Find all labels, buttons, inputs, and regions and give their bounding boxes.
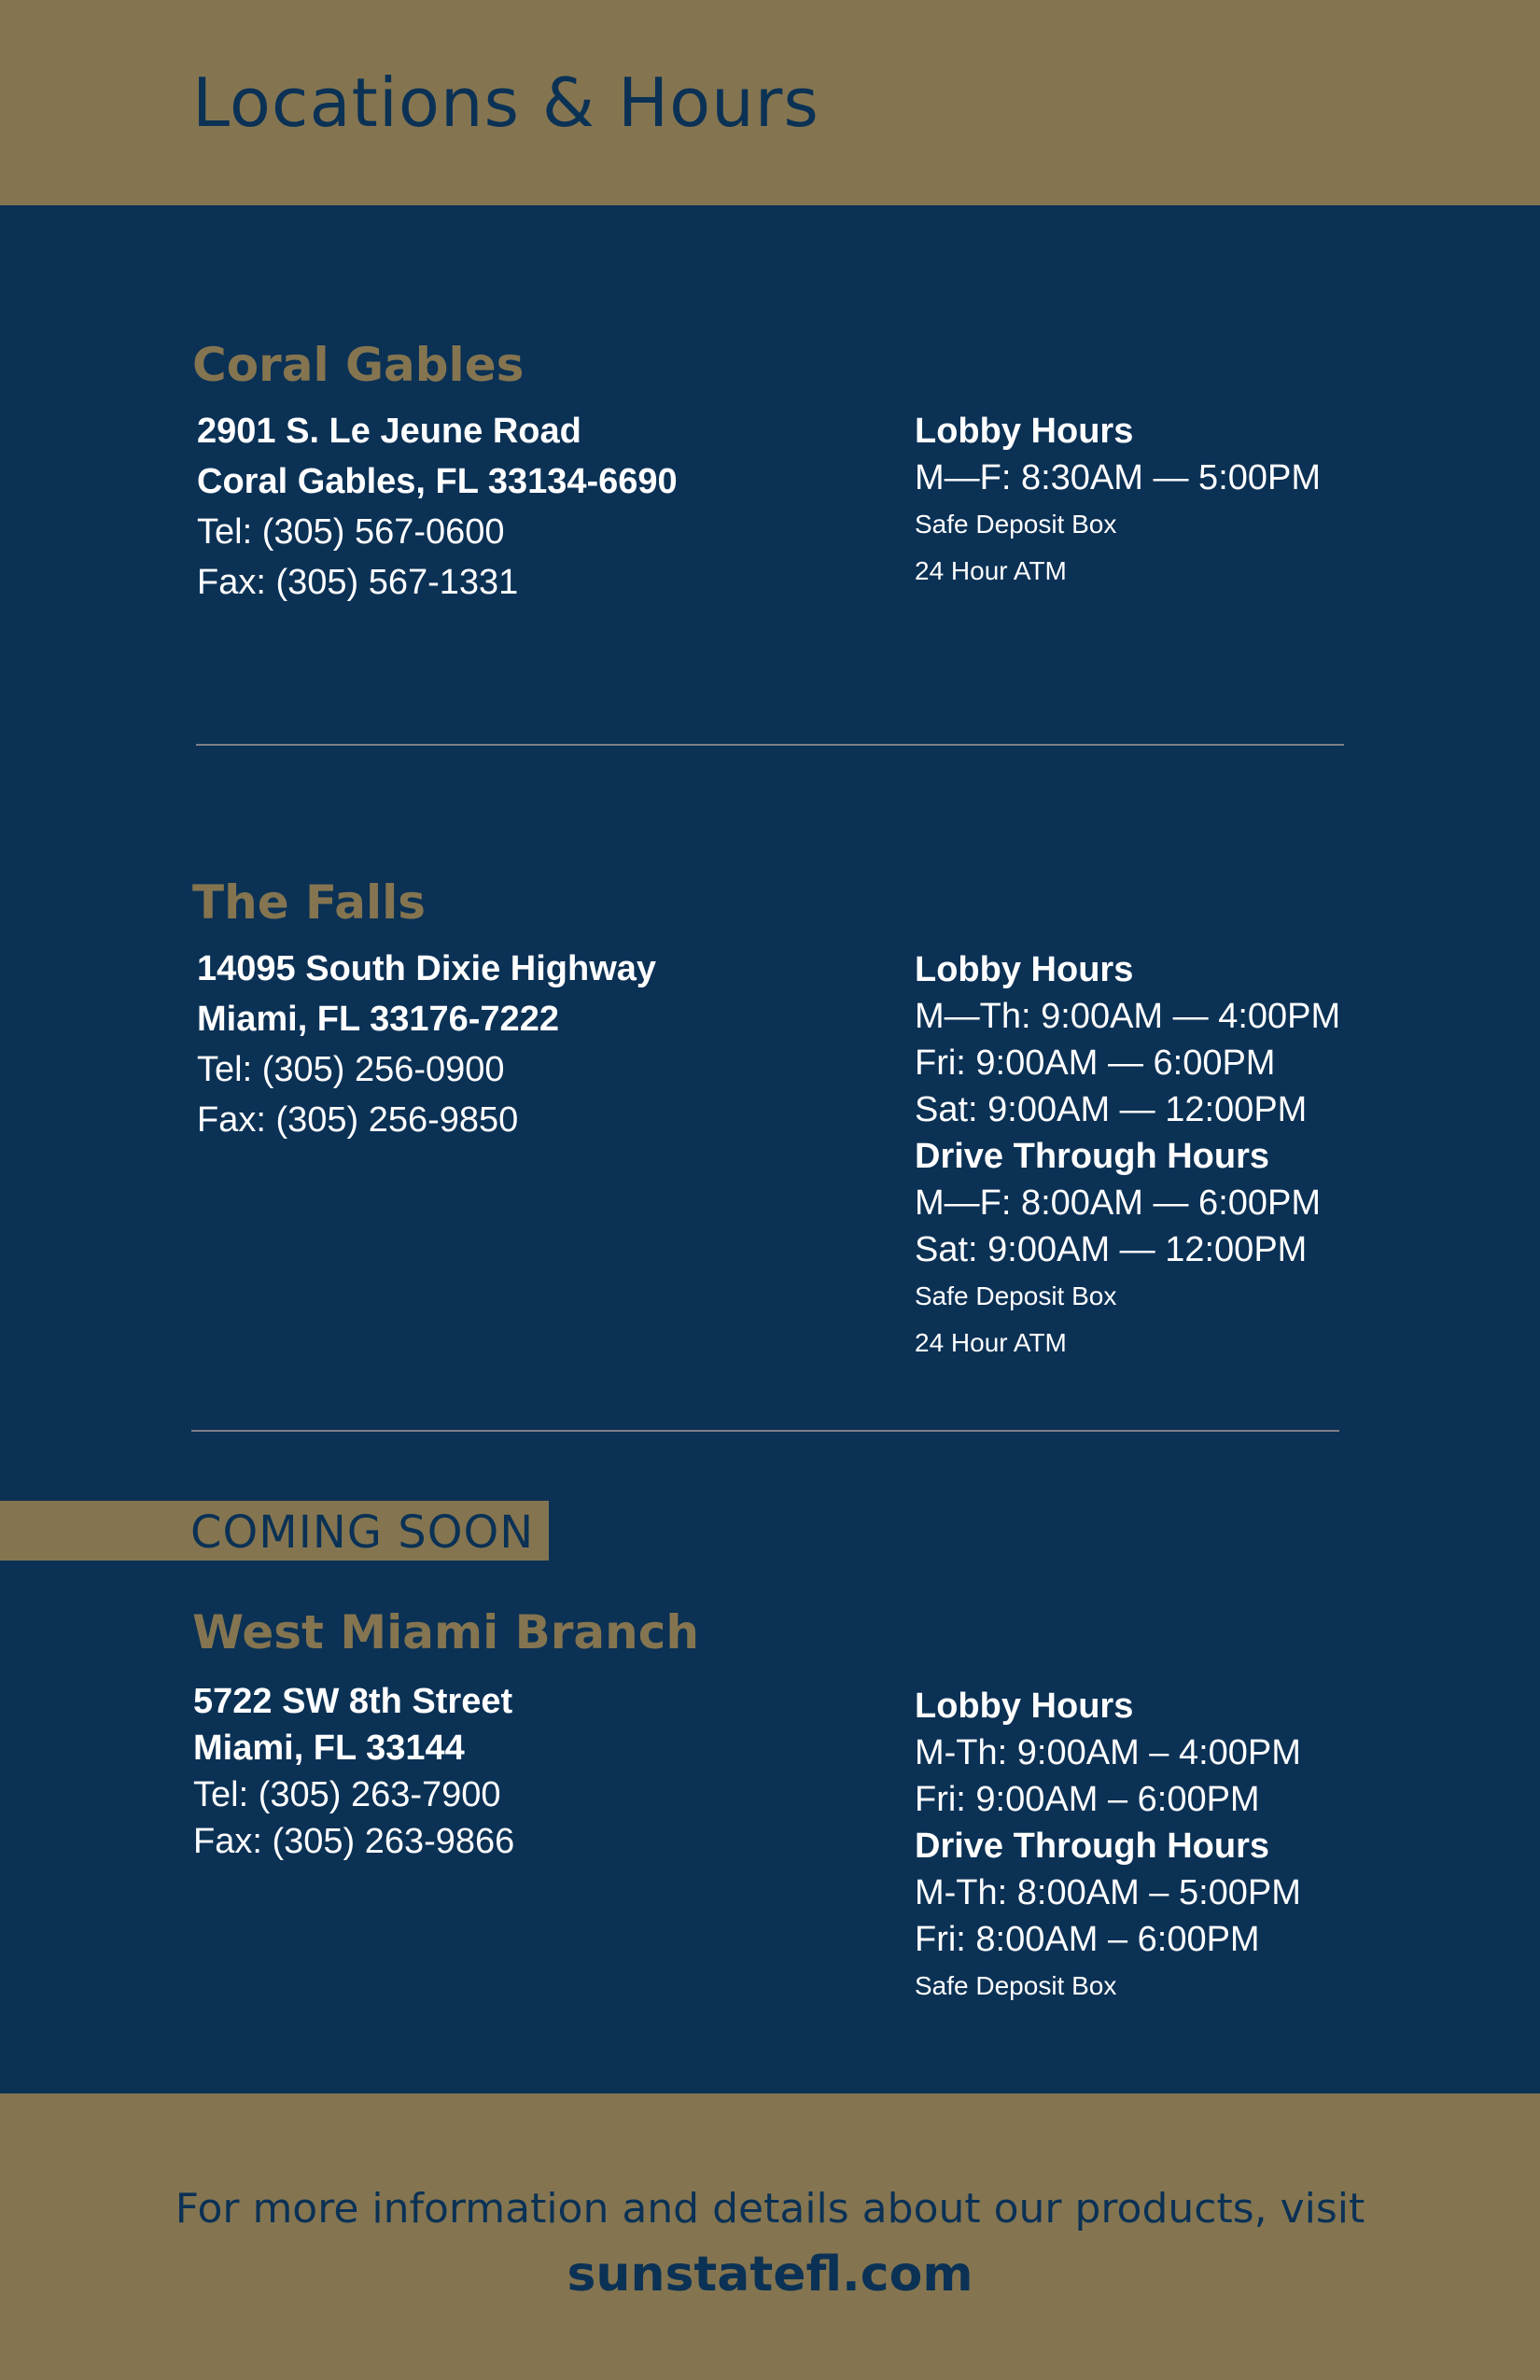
service-safe-deposit: Safe Deposit Box — [915, 1281, 1117, 1310]
footer-info-text: For more information and details about our products, visit — [175, 2185, 1365, 2233]
location-name-coral-gables: Coral Gables — [192, 338, 525, 392]
address-block-the-falls — [197, 944, 656, 1145]
drive-through-hours-heading: Drive Through Hours — [915, 1137, 1270, 1176]
service-atm: 24 Hour ATM — [915, 1328, 1067, 1357]
fax-number: Fax: (305) 263-9866 — [193, 1822, 515, 1861]
drive-through-hours-line: M-Th: 8:00AM – 5:00PM — [915, 1873, 1301, 1912]
location-name-west-miami: West Miami Branch — [192, 1605, 699, 1659]
service-atm: 24 Hour ATM — [915, 556, 1067, 585]
drive-through-hours-line: Sat: 9:00AM — 12:00PM — [915, 1230, 1308, 1269]
lobby-hours-heading: Lobby Hours — [915, 412, 1134, 451]
address-block-coral-gables — [197, 406, 678, 608]
address-line-2: Coral Gables, FL 33134-6690 — [197, 462, 678, 501]
phone-number: Tel: (305) 567-0600 — [197, 512, 505, 552]
coming-soon-badge — [0, 1501, 549, 1561]
drive-through-hours-line: M—F: 8:00AM — 6:00PM — [915, 1183, 1322, 1223]
address-block-west-miami — [193, 1678, 514, 1865]
lobby-hours-line: M—F: 8:30AM — 5:00PM — [915, 458, 1322, 497]
location-name-the-falls: The Falls — [192, 875, 427, 930]
lobby-hours-line: M-Th: 9:00AM – 4:00PM — [915, 1733, 1301, 1772]
hours-block-the-falls — [915, 946, 1340, 1366]
coming-soon-label: COMING SOON — [190, 1506, 535, 1559]
hours-block-west-miami — [915, 1683, 1301, 2009]
service-safe-deposit: Safe Deposit Box — [915, 1971, 1117, 2000]
drive-through-hours-heading: Drive Through Hours — [915, 1827, 1270, 1866]
address-line-1: 5722 SW 8th Street — [193, 1682, 513, 1721]
phone-number: Tel: (305) 256-0900 — [197, 1050, 505, 1089]
section-divider — [191, 1430, 1339, 1432]
fax-number: Fax: (305) 256-9850 — [197, 1100, 519, 1140]
lobby-hours-line: Sat: 9:00AM — 12:00PM — [915, 1090, 1308, 1129]
drive-through-hours-line: Fri: 8:00AM – 6:00PM — [915, 1920, 1260, 1959]
lobby-hours-heading: Lobby Hours — [915, 1687, 1134, 1726]
address-line-2: Miami, FL 33176-7222 — [197, 1000, 559, 1039]
service-safe-deposit: Safe Deposit Box — [915, 510, 1117, 539]
address-line-1: 14095 South Dixie Highway — [197, 949, 657, 988]
address-line-1: 2901 S. Le Jeune Road — [197, 412, 581, 451]
hours-block-coral-gables — [915, 408, 1321, 595]
lobby-hours-line: Fri: 9:00AM — 6:00PM — [915, 1043, 1276, 1083]
section-divider — [196, 744, 1344, 746]
lobby-hours-line: Fri: 9:00AM – 6:00PM — [915, 1780, 1260, 1819]
page-title: Locations & Hours — [192, 63, 819, 142]
lobby-hours-line: M—Th: 9:00AM — 4:00PM — [915, 997, 1341, 1036]
fax-number: Fax: (305) 567-1331 — [197, 563, 519, 602]
header-band — [0, 0, 1540, 205]
lobby-hours-heading: Lobby Hours — [915, 950, 1134, 989]
website-link[interactable]: sunstatefl.com — [567, 2247, 973, 2303]
phone-number: Tel: (305) 263-7900 — [193, 1775, 501, 1814]
address-line-2: Miami, FL 33144 — [193, 1729, 465, 1768]
footer-band — [0, 2093, 1540, 2380]
